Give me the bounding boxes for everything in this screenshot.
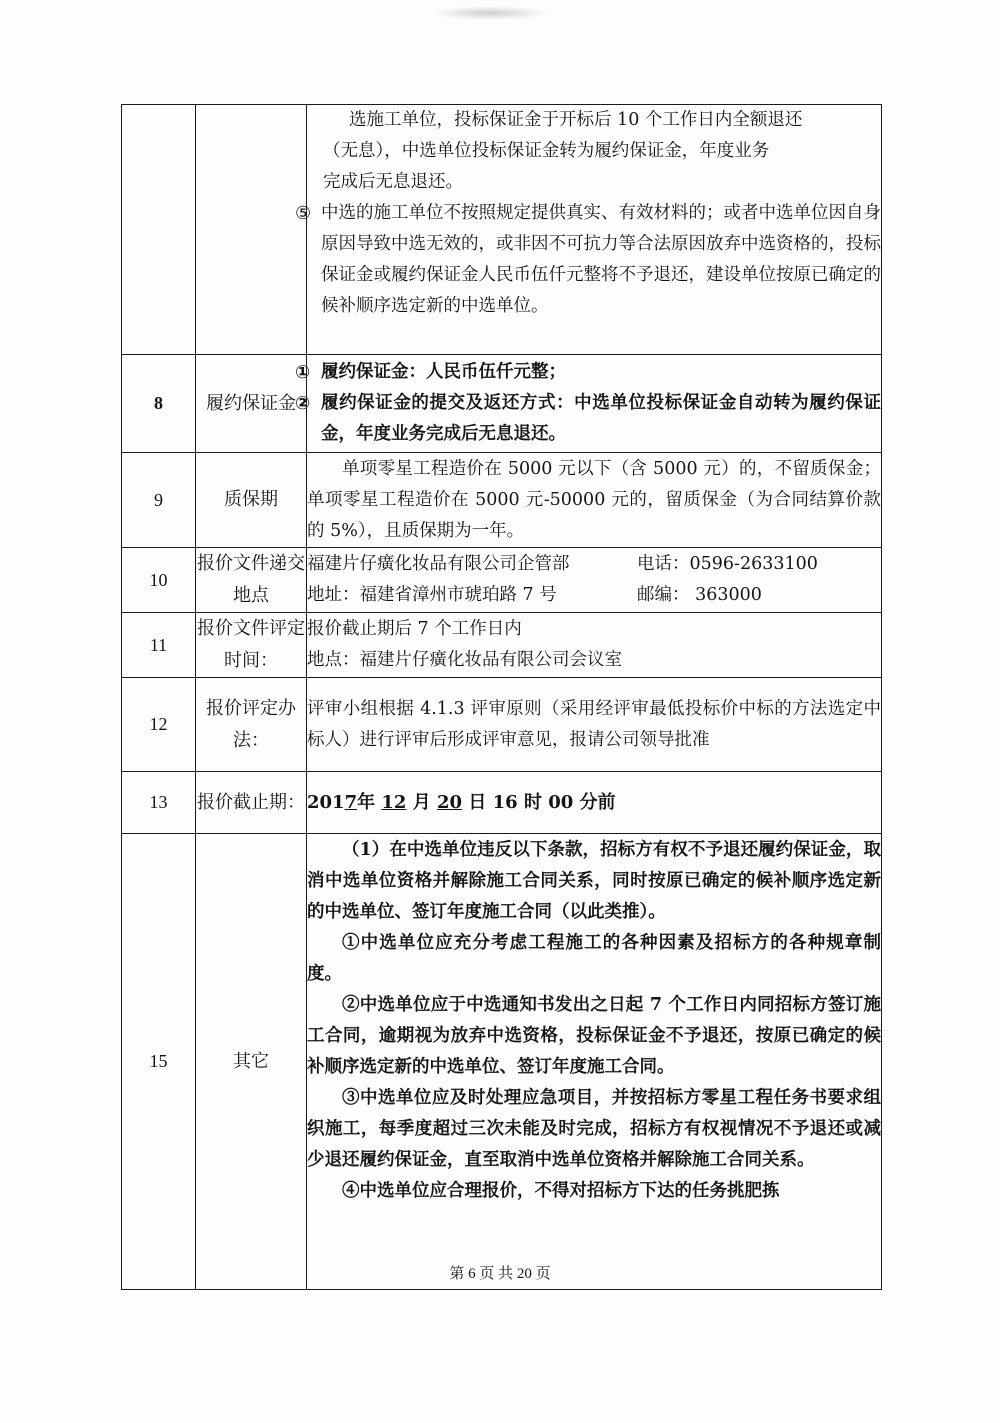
item-text: 履约保证金的提交及返还方式：中选单位投标保证金自动转为履约保证金，年度业务完成后无息退还。	[321, 393, 881, 444]
table-row-8	[122, 355, 882, 453]
row-label: 报价文件递交地点	[196, 548, 307, 613]
continued-line-2: （无息），中选单位投标保证金转为履约保证金，年度业务	[323, 141, 770, 161]
deadline-month: 12	[381, 792, 407, 813]
row-number: 8	[122, 355, 196, 453]
row-number: 15	[122, 834, 196, 1290]
item-marker: ②	[295, 393, 311, 414]
row-content	[307, 613, 882, 678]
table-row-11	[122, 613, 882, 678]
table-row-15	[122, 834, 882, 1290]
table-row-12	[122, 678, 882, 772]
other-paragraph: ④中选单位应合理报价，不得对招标方下达的任务挑肥拣	[342, 1181, 780, 1201]
postcode: 邮编： 363000	[637, 585, 762, 605]
continued-line-3: 完成后无息退还。	[323, 172, 463, 192]
row-content	[307, 678, 882, 772]
row-content	[307, 834, 882, 1290]
phone: 电话：0596-2633100	[637, 554, 818, 574]
deadline-day: 20	[437, 792, 463, 813]
contact-line-1	[307, 549, 881, 580]
page-footer: 第 6 页 共 20 页	[449, 1266, 551, 1282]
item-marker: ①	[295, 362, 311, 383]
department: 福建片仔癀化妆品有限公司企管部	[307, 554, 570, 574]
row-content	[307, 548, 882, 613]
terms-table	[121, 104, 882, 1290]
row-number: 10	[122, 548, 196, 613]
row-number: 11	[122, 613, 196, 678]
row-label: 其它	[196, 834, 307, 1290]
row-number-cell	[122, 105, 196, 355]
item-text: 履约保证金：人民币伍仟元整；	[321, 362, 566, 382]
list-item	[295, 198, 881, 322]
row-content	[307, 453, 882, 548]
table-row-10	[122, 548, 882, 613]
evaluation-time: 报价截止期后 7 个工作日内	[307, 619, 522, 639]
list-item	[295, 388, 881, 450]
row-content	[307, 772, 882, 834]
row-label: 报价截止期：	[196, 772, 307, 834]
row-content	[295, 355, 882, 453]
evaluation-place: 地点：福建片仔癀化妆品有限公司会议室	[307, 650, 622, 670]
row-number: 13	[122, 772, 196, 834]
list-item	[295, 357, 881, 388]
scan-smudge	[430, 6, 550, 20]
warranty-text: 单项零星工程造价在 5000 元以下（含 5000 元）的，不留质保金；单项零星工程造价在 5000 元-50000 元的，留质保金（为合同结算价款的 5%），且质保期为一年。	[307, 458, 881, 541]
row-label: 履约保证金	[196, 355, 307, 453]
other-paragraph: ③中选单位应及时处理应急项目，并按招标方零星工程任务书要求组织施工，每季度超过三次未能及时完成，招标方有权视情况不予退还或减少退还履约保证金，直至取消中选单位资格并解除施工合同关系。	[307, 1088, 881, 1170]
row-number: 9	[122, 453, 196, 548]
other-paragraph: （1）在中选单位违反以下条款，招标方有权不予退还履约保证金，取消中选单位资格并解除施工合同关系，同时按原已确定的候补顺序选定新的中选单位、签订年度施工合同（以此类推）。	[307, 840, 881, 922]
deadline-year-last: 7	[344, 792, 358, 813]
row-label: 报价评定办法：	[196, 678, 307, 772]
row-label: 质保期	[196, 453, 307, 548]
deadline-year-unit: 年	[357, 792, 376, 813]
row-number: 12	[122, 678, 196, 772]
table-row-continued	[122, 105, 882, 355]
row-content-cell	[295, 105, 882, 355]
other-paragraph: ①中选单位应充分考虑工程施工的各种因素及招标方的各种规章制度。	[307, 933, 881, 984]
item-text: 中选的施工单位不按照规定提供真实、有效材料的；或者中选单位因自身原因导致中选无效的，或非因不可抗力等合法原因放弃中选资格的，投标保证金或履约保证金人民币伍仟元整将不予退还，建设单位按原已确定的候补顺序选定新的中选单位。	[321, 203, 881, 316]
other-paragraph: ②中选单位应于中选通知书发出之日起 7 个工作日内同招标方签订施工合同，逾期视为放弃中选资格，投标保证金不予退还，按原已确定的候补顺序选定新的中选单位、签订年度施工合同。	[307, 995, 881, 1077]
table-row-13	[122, 772, 882, 834]
evaluation-method-text: 评审小组根据 4.1.3 评审原则（采用经评审最低投标价中标的方法选定中标人）进行评审后形成评审意见，报请公司领导批准	[307, 698, 881, 750]
deadline-year-prefix: 201	[307, 792, 345, 813]
contact-line-2	[307, 580, 881, 611]
deadline-month-unit: 月	[412, 792, 431, 813]
item-marker: ⑤	[295, 203, 312, 224]
continued-line-1: 选施工单位，投标保证金于开标后 10 个工作日内全额退还	[349, 110, 803, 130]
deadline-rest: 日 16 时 00 分前	[468, 792, 616, 813]
address: 地址：福建省漳州市琥珀路 7 号	[307, 585, 557, 605]
row-label-cell	[196, 105, 307, 355]
row-label: 报价文件评定时间：	[196, 613, 307, 678]
table-row-9	[122, 453, 882, 548]
